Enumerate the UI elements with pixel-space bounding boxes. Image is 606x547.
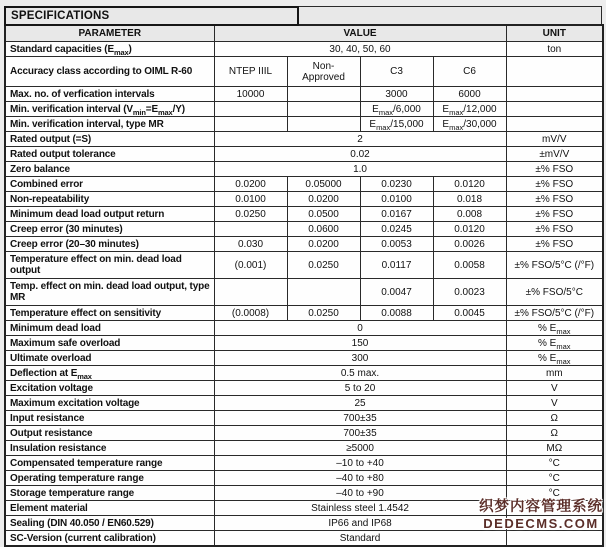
unit-cell <box>506 117 603 132</box>
parameter-label: Standard capacities $(E_{max})$ <box>5 42 214 57</box>
parameter-label: Temperature effect on sensitivity <box>5 306 214 321</box>
unit-cell <box>506 57 603 87</box>
value-cell: 0.0250 <box>214 207 287 222</box>
value-cell: 25 <box>214 396 506 411</box>
parameter-label: Max. no. of verfication intervals <box>5 87 214 102</box>
unit-cell: ±mV/V <box>506 147 603 162</box>
value-cell: IP66 and IP68 <box>214 516 506 531</box>
value-cell: 0.0250 <box>287 306 360 321</box>
unit-cell: ±% FSO/5°C <box>506 279 603 306</box>
value-cell <box>287 117 360 132</box>
parameter-label: Temp. effect on min. dead load output, type MR <box>5 279 214 306</box>
spec-row <box>5 207 603 222</box>
value-cell: 0.05000 <box>287 177 360 192</box>
value-cell: $E_{max}/15,000$ <box>360 117 433 132</box>
spec-row <box>5 147 603 162</box>
parameter-label: Temperature effect on min. dead load output <box>5 252 214 279</box>
spec-row <box>5 237 603 252</box>
value-cell: 0.0053 <box>360 237 433 252</box>
unit-cell: Ω <box>506 411 603 426</box>
value-cell: $E_{max}/6,000$ <box>360 102 433 117</box>
spec-row <box>5 102 603 117</box>
spec-row <box>5 396 603 411</box>
value-cell: $E_{max}/30,000$ <box>433 117 506 132</box>
value-cell: 0.0200 <box>287 192 360 207</box>
value-cell: C3 <box>360 57 433 87</box>
parameter-label: Storage temperature range <box>5 486 214 501</box>
unit-cell: % $E_{max}$ <box>506 336 603 351</box>
value-cell: ≥5000 <box>214 441 506 456</box>
column-header-parameter: PARAMETER <box>5 25 214 42</box>
value-cell <box>214 117 287 132</box>
column-header-unit: UNIT <box>506 25 603 42</box>
parameter-label: Ultimate overload <box>5 351 214 366</box>
parameter-label: Combined error <box>5 177 214 192</box>
value-cell: 0.0026 <box>433 237 506 252</box>
spec-row <box>5 57 603 87</box>
value-cell: 0.02 <box>214 147 506 162</box>
value-cell: 0.0200 <box>287 237 360 252</box>
spec-row <box>5 321 603 336</box>
value-cell: 0.5 max. <box>214 366 506 381</box>
unit-cell: % $E_{max}$ <box>506 321 603 336</box>
unit-cell: ±% FSO <box>506 222 603 237</box>
value-cell: 0.0100 <box>214 192 287 207</box>
spec-row <box>5 252 603 279</box>
unit-cell: ±% FSO <box>506 162 603 177</box>
parameter-label: Operating temperature range <box>5 471 214 486</box>
value-cell <box>287 87 360 102</box>
spec-row <box>5 132 603 147</box>
spec-row <box>5 162 603 177</box>
unit-cell <box>506 531 603 547</box>
unit-cell: °C <box>506 486 603 501</box>
spec-row <box>5 87 603 102</box>
value-cell: 0.030 <box>214 237 287 252</box>
value-cell: 0.0023 <box>433 279 506 306</box>
value-cell: NTEP IIIL <box>214 57 287 87</box>
unit-cell: ±% FSO <box>506 207 603 222</box>
value-cell: 0.0167 <box>360 207 433 222</box>
parameter-label: Compensated temperature range <box>5 456 214 471</box>
unit-cell: V <box>506 396 603 411</box>
unit-cell: V <box>506 381 603 396</box>
unit-cell: Ω <box>506 426 603 441</box>
parameter-label: Deflection at $E_{max}$ <box>5 366 214 381</box>
parameter-label: Min. verification interval $(V_{min}=E_{max}/Y)$ <box>5 102 214 117</box>
value-cell: 0.0058 <box>433 252 506 279</box>
watermark <box>479 495 603 531</box>
spec-row <box>5 177 603 192</box>
watermark-line2: DEDECMS.COM <box>483 516 599 531</box>
value-cell: 0.0500 <box>287 207 360 222</box>
spec-row <box>5 471 603 486</box>
value-cell: 0.0088 <box>360 306 433 321</box>
value-cell: 30, 40, 50, 60 <box>214 42 506 57</box>
spec-row <box>5 441 603 456</box>
specifications-table <box>4 24 604 547</box>
parameter-label: Non-repeatability <box>5 192 214 207</box>
spec-row <box>5 381 603 396</box>
parameter-label: Rated output tolerance <box>5 147 214 162</box>
spec-row <box>5 192 603 207</box>
value-cell: 10000 <box>214 87 287 102</box>
parameter-label: SC-Version (current calibration) <box>5 531 214 547</box>
value-cell: Non- Approved <box>287 57 360 87</box>
unit-cell: MΩ <box>506 441 603 456</box>
spec-row <box>5 456 603 471</box>
parameter-label: Insulation resistance <box>5 441 214 456</box>
value-cell: 0.0250 <box>287 252 360 279</box>
unit-cell: ±% FSO/5°C (/°F) <box>506 252 603 279</box>
spec-row <box>5 531 603 547</box>
spec-row <box>5 279 603 306</box>
value-cell: 0.0245 <box>360 222 433 237</box>
parameter-label: Min. verification interval, type MR <box>5 117 214 132</box>
unit-cell: ±% FSO <box>506 192 603 207</box>
spec-row <box>5 366 603 381</box>
parameter-label: Minimum dead load output return <box>5 207 214 222</box>
value-cell <box>287 102 360 117</box>
value-cell: $E_{max}/12,000$ <box>433 102 506 117</box>
parameter-label: Minimum dead load <box>5 321 214 336</box>
parameter-label: Element material <box>5 501 214 516</box>
value-cell: Stainless steel 1.4542 <box>214 501 506 516</box>
value-cell: 150 <box>214 336 506 351</box>
value-cell: 1.0 <box>214 162 506 177</box>
value-cell: Standard <box>214 531 506 547</box>
value-cell: 3000 <box>360 87 433 102</box>
header-row <box>5 25 603 42</box>
unit-cell: mm <box>506 366 603 381</box>
value-cell: 0.008 <box>433 207 506 222</box>
value-cell: 0.0045 <box>433 306 506 321</box>
spec-row <box>5 42 603 57</box>
unit-cell: ±% FSO <box>506 237 603 252</box>
table-title-bar <box>4 6 602 24</box>
spec-row <box>5 426 603 441</box>
value-cell <box>214 102 287 117</box>
value-cell: –40 to +80 <box>214 471 506 486</box>
value-cell: C6 <box>433 57 506 87</box>
value-cell: 0.0120 <box>433 222 506 237</box>
value-cell: 2 <box>214 132 506 147</box>
value-cell: 0.0230 <box>360 177 433 192</box>
value-cell: –10 to +40 <box>214 456 506 471</box>
spec-row <box>5 351 603 366</box>
value-cell: (0.0008) <box>214 306 287 321</box>
parameter-label: Excitation voltage <box>5 381 214 396</box>
table-title-box <box>4 6 299 26</box>
value-cell <box>214 279 287 306</box>
value-cell: 0.0120 <box>433 177 506 192</box>
value-cell <box>214 222 287 237</box>
value-cell: 0.0600 <box>287 222 360 237</box>
unit-cell: ±% FSO <box>506 177 603 192</box>
value-cell <box>287 279 360 306</box>
value-cell: 0 <box>214 321 506 336</box>
value-cell: –40 to +90 <box>214 486 506 501</box>
unit-cell: mV/V <box>506 132 603 147</box>
parameter-label: Zero balance <box>5 162 214 177</box>
value-cell: 0.0100 <box>360 192 433 207</box>
spec-row <box>5 306 603 321</box>
column-header-value: VALUE <box>214 25 506 42</box>
parameter-label: Accuracy class according to OIML R-60 <box>5 57 214 87</box>
value-cell: 5 to 20 <box>214 381 506 396</box>
spec-row <box>5 336 603 351</box>
parameter-label: Creep error (20–30 minutes) <box>5 237 214 252</box>
parameter-label: Rated output (=S) <box>5 132 214 147</box>
value-cell: (0.001) <box>214 252 287 279</box>
unit-cell: ±% FSO/5°C (/°F) <box>506 306 603 321</box>
parameter-label: Sealing (DIN 40.050 / EN60.529) <box>5 516 214 531</box>
parameter-label: Creep error (30 minutes) <box>5 222 214 237</box>
value-cell: 0.0200 <box>214 177 287 192</box>
watermark-line1: 织梦内容管理系统 <box>479 499 603 515</box>
value-cell: 700±35 <box>214 426 506 441</box>
unit-cell: °C <box>506 456 603 471</box>
page-title: SPECIFICATIONS <box>11 10 110 22</box>
value-cell: 300 <box>214 351 506 366</box>
unit-cell <box>506 87 603 102</box>
value-cell: 6000 <box>433 87 506 102</box>
parameter-label: Maximum excitation voltage <box>5 396 214 411</box>
unit-cell: % $E_{max}$ <box>506 351 603 366</box>
specifications-sheet <box>4 6 602 547</box>
spec-row <box>5 222 603 237</box>
value-cell: 700±35 <box>214 411 506 426</box>
parameter-label: Maximum safe overload <box>5 336 214 351</box>
spec-row <box>5 117 603 132</box>
unit-cell: ton <box>506 42 603 57</box>
parameter-label: Output resistance <box>5 426 214 441</box>
unit-cell: °C <box>506 471 603 486</box>
value-cell: 0.0047 <box>360 279 433 306</box>
spec-row <box>5 411 603 426</box>
value-cell: 0.018 <box>433 192 506 207</box>
value-cell: 0.0117 <box>360 252 433 279</box>
unit-cell <box>506 102 603 117</box>
parameter-label: Input resistance <box>5 411 214 426</box>
